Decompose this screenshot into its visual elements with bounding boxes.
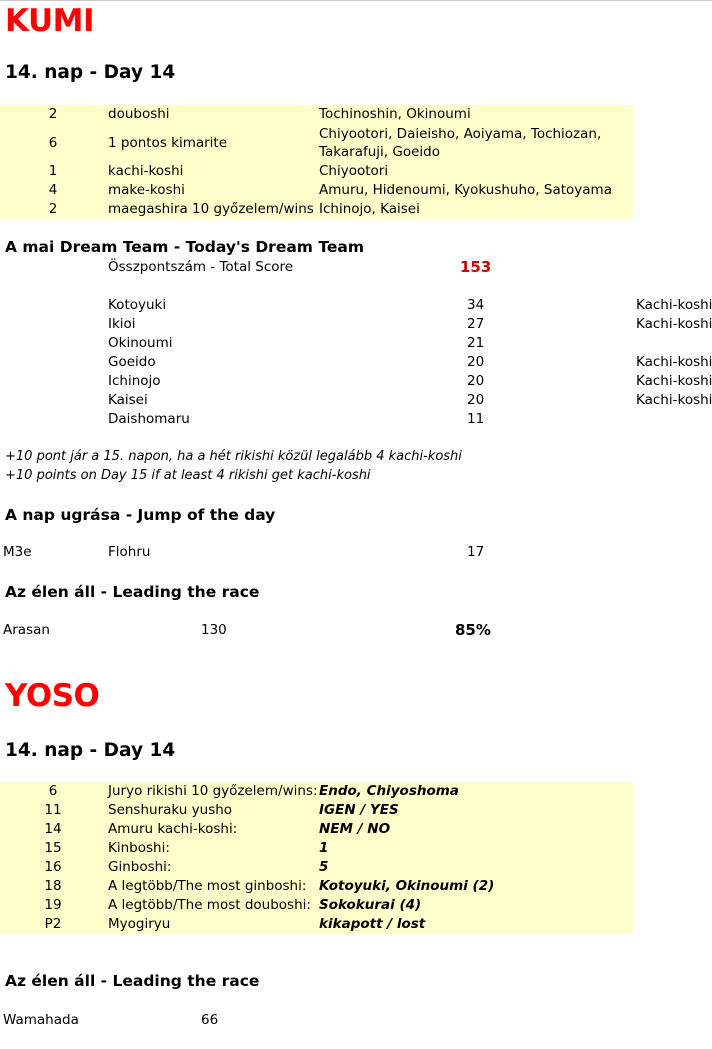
member-score: 27 <box>467 316 485 332</box>
table-row <box>0 782 712 801</box>
stat-names: Chiyootori <box>319 163 389 179</box>
question-text: A legtöbb/The most douboshi: <box>108 897 311 913</box>
kumi-stats-table <box>0 105 633 219</box>
list-item <box>0 391 712 410</box>
list-item <box>0 353 712 372</box>
question-number: 16 <box>44 859 62 875</box>
question-text: Amuru kachi-koshi: <box>108 821 238 837</box>
leader-points: 130 <box>201 622 227 638</box>
question-number: 11 <box>44 802 62 818</box>
question-text: Myogiryu <box>108 916 171 932</box>
member-name: Ikioi <box>108 316 136 332</box>
member-score: 20 <box>467 392 485 408</box>
stat-label: kachi-koshi <box>108 163 184 179</box>
yoso-answers-table <box>0 782 633 934</box>
question-text: Senshuraku yusho <box>108 802 233 818</box>
member-score: 20 <box>467 373 485 389</box>
yoso-leader-row <box>0 1011 712 1030</box>
question-number: 18 <box>44 878 62 894</box>
question-text: Juryo rikishi 10 győzelem/wins: <box>108 783 318 799</box>
table-row <box>0 858 712 877</box>
stat-count: 4 <box>48 182 58 198</box>
question-number: 14 <box>44 821 62 837</box>
kumi-day-heading: 14. nap - Day 14 <box>5 62 176 83</box>
question-text: A legtöbb/The most ginboshi: <box>108 878 307 894</box>
stat-label: douboshi <box>108 106 170 122</box>
answer-text: 5 <box>319 859 329 875</box>
member-name: Kaisei <box>108 392 148 408</box>
table-row <box>0 877 712 896</box>
answer-text: Endo, Chiyoshoma <box>319 783 459 799</box>
member-score: 11 <box>467 411 485 427</box>
table-row <box>0 105 712 124</box>
member-name: Okinoumi <box>108 335 173 351</box>
table-row <box>0 820 712 839</box>
stat-names: Amuru, Hidenoumi, Kyokushuho, Satoyama <box>319 182 612 198</box>
stat-label: maegashira 10 győzelem/wins <box>108 201 314 217</box>
member-score: 21 <box>467 335 485 351</box>
member-score: 20 <box>467 354 485 370</box>
table-row <box>0 181 712 200</box>
question-number: 19 <box>44 897 62 913</box>
member-name: Ichinojo <box>108 373 161 389</box>
kumi-leader-row <box>0 621 712 640</box>
table-row <box>0 801 712 820</box>
kumi-leader-heading: Az élen áll - Leading the race <box>5 583 260 601</box>
table-row <box>0 839 712 858</box>
member-score: 34 <box>467 297 485 313</box>
leader-percent: 85% <box>455 621 491 639</box>
member-status: Kachi-koshi <box>636 297 712 313</box>
bonus-note-hu: +10 pont jár a 15. napon, ha a hét rikishi közül legalább 4 kachi-koshi <box>5 449 462 464</box>
stat-count: 2 <box>48 106 58 122</box>
kumi-title: KUMI <box>5 3 95 39</box>
answer-text: Sokokurai (4) <box>319 897 422 913</box>
total-score-label: Összpontszám - Total Score <box>108 259 294 275</box>
stat-label: make-koshi <box>108 182 185 198</box>
answer-text: IGEN / YES <box>319 802 399 818</box>
stat-names: Chiyootori, Daieisho, Aoiyama, Tochiozan, Takarafuji, Goeido <box>319 126 602 160</box>
question-number: 6 <box>48 783 58 799</box>
question-number: 15 <box>44 840 62 856</box>
list-item <box>0 315 712 334</box>
list-item <box>0 296 712 315</box>
member-status: Kachi-koshi <box>636 373 712 389</box>
stat-count: 1 <box>48 163 58 179</box>
leader-points: 66 <box>201 1012 219 1028</box>
member-name: Kotoyuki <box>108 297 167 313</box>
question-text: Ginboshi: <box>108 859 172 875</box>
member-name: Daishomaru <box>108 411 190 427</box>
question-text: Kinboshi: <box>108 840 170 856</box>
member-status: Kachi-koshi <box>636 354 712 370</box>
jump-name: Flohru <box>108 544 151 560</box>
list-item <box>0 410 712 429</box>
yoso-day-heading: 14. nap - Day 14 <box>5 740 176 761</box>
stat-names: Ichinojo, Kaisei <box>319 201 420 217</box>
table-row <box>0 896 712 915</box>
answer-text: Kotoyuki, Okinoumi (2) <box>319 878 495 894</box>
total-score-row <box>0 258 712 277</box>
jump-value: 17 <box>467 544 485 560</box>
member-name: Goeido <box>108 354 156 370</box>
table-row <box>0 915 712 934</box>
bonus-note-en: +10 points on Day 15 if at least 4 rikishi get kachi-koshi <box>5 468 371 483</box>
dream-team-heading: A mai Dream Team - Today's Dream Team <box>5 238 364 256</box>
total-score-value: 153 <box>460 258 492 276</box>
stat-count: 6 <box>48 135 58 151</box>
jump-heading: A nap ugrása - Jump of the day <box>5 506 276 524</box>
list-item <box>0 334 712 353</box>
question-number: P2 <box>44 916 62 932</box>
leader-name: Wamahada <box>3 1012 79 1028</box>
jump-row <box>0 543 712 562</box>
member-status: Kachi-koshi <box>636 316 712 332</box>
answer-text: NEM / NO <box>319 821 391 837</box>
answer-text: kikapott / lost <box>319 916 426 932</box>
yoso-title: YOSO <box>5 678 100 714</box>
stat-label: 1 pontos kimarite <box>108 135 228 151</box>
stat-names: Tochinoshin, Okinoumi <box>319 106 471 122</box>
leader-name: Arasan <box>3 622 50 638</box>
table-row <box>0 162 712 181</box>
jump-rank: M3e <box>3 544 32 560</box>
answer-text: 1 <box>319 840 329 856</box>
member-status: Kachi-koshi <box>636 392 712 408</box>
list-item <box>0 372 712 391</box>
yoso-leader-heading: Az élen áll - Leading the race <box>5 972 260 990</box>
table-row <box>0 124 712 162</box>
top-border <box>0 0 712 1</box>
stat-count: 2 <box>48 201 58 217</box>
table-row <box>0 200 712 219</box>
